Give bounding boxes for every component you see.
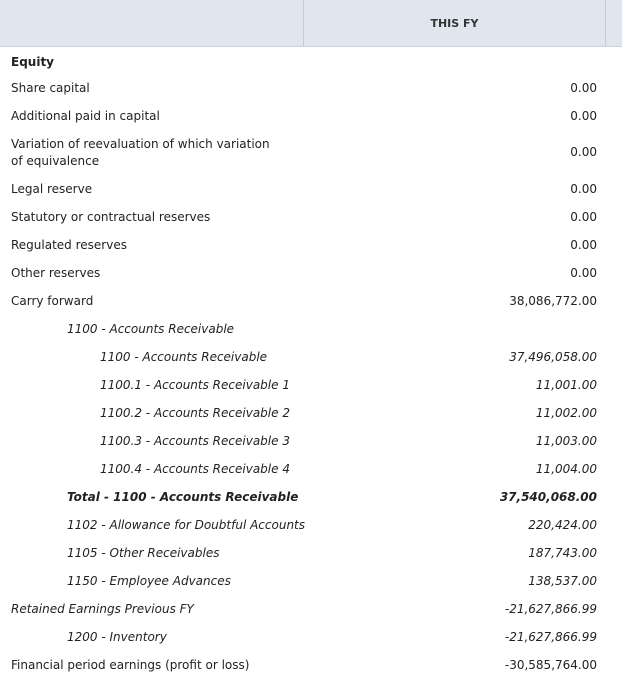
balance-sheet-table (0, 48, 606, 679)
table-row (0, 567, 606, 595)
table-row (0, 539, 606, 567)
row-label: Statutory or contractual reserves (11, 210, 211, 224)
row-value: 0.00 (570, 182, 597, 196)
table-row (0, 595, 606, 623)
row-value: 187,743.00 (528, 546, 597, 560)
row-value: 0.00 (570, 145, 597, 159)
row-value: 11,003.00 (535, 434, 597, 448)
row-label: Share capital (11, 81, 90, 95)
row-label: Retained Earnings Previous FY (11, 602, 194, 616)
table-row (0, 287, 606, 315)
table-row (0, 175, 606, 203)
row-label: 1100 - Accounts Receivable (67, 322, 235, 336)
row-label: Regulated reserves (11, 238, 127, 252)
table-row (0, 511, 606, 539)
table-row (0, 399, 606, 427)
row-label: Financial period earnings (profit or loss) (11, 658, 250, 672)
row-label: Legal reserve (11, 182, 93, 196)
table-row (0, 623, 606, 651)
table-row (0, 74, 606, 102)
row-label: 1100.4 - Accounts Receivable 4 (100, 462, 290, 476)
row-value: 11,004.00 (535, 462, 597, 476)
column-header-this-fy[interactable]: THIS FY (304, 0, 606, 47)
row-value: -21,627,866.99 (504, 602, 597, 616)
table-row (0, 371, 606, 399)
row-value: 0.00 (570, 109, 597, 123)
row-label: 1105 - Other Receivables (67, 546, 220, 560)
row-value: 0.00 (570, 238, 597, 252)
row-label: Other reserves (11, 266, 101, 280)
row-value: 220,424.00 (528, 518, 597, 532)
table-row (0, 203, 606, 231)
row-value: 11,001.00 (535, 378, 597, 392)
row-label: 1100.1 - Accounts Receivable 1 (100, 378, 290, 392)
row-label: Carry forward (11, 294, 94, 308)
table-row (0, 130, 606, 175)
table-row (0, 455, 606, 483)
row-label: Additional paid in capital (11, 109, 160, 123)
table-header (0, 0, 622, 47)
row-value: 37,496,058.00 (509, 350, 597, 364)
row-label: 1102 - Allowance for Doubtful Accounts (67, 518, 306, 532)
row-value: 37,540,068.00 (499, 490, 597, 504)
table-row (0, 427, 606, 455)
table-row (0, 231, 606, 259)
table-row (0, 259, 606, 287)
table-row (0, 343, 606, 371)
row-value: 0.00 (570, 81, 597, 95)
row-value: -21,627,866.99 (504, 630, 597, 644)
table-row-total (0, 483, 606, 511)
row-value: 38,086,772.00 (509, 294, 597, 308)
row-label: Total - 1100 - Accounts Receivable (67, 490, 299, 504)
row-label: 1150 - Employee Advances (67, 574, 231, 588)
row-label: 1200 - Inventory (67, 630, 167, 644)
row-label: 1100 - Accounts Receivable (100, 350, 268, 364)
row-label: Variation of reevaluation of which variation of equivalence (11, 137, 270, 168)
row-value: 11,002.00 (535, 406, 597, 420)
row-value: -30,585,764.00 (504, 658, 597, 672)
table-row (0, 102, 606, 130)
row-value: 138,537.00 (528, 574, 597, 588)
header-label-column (0, 0, 304, 47)
row-label: Equity (11, 55, 55, 69)
table-row (0, 315, 606, 343)
table-row (0, 48, 606, 74)
row-label: 1100.2 - Accounts Receivable 2 (100, 406, 290, 420)
table-row (0, 651, 606, 679)
row-value: 0.00 (570, 266, 597, 280)
row-value: 0.00 (570, 210, 597, 224)
row-label: 1100.3 - Accounts Receivable 3 (100, 434, 290, 448)
